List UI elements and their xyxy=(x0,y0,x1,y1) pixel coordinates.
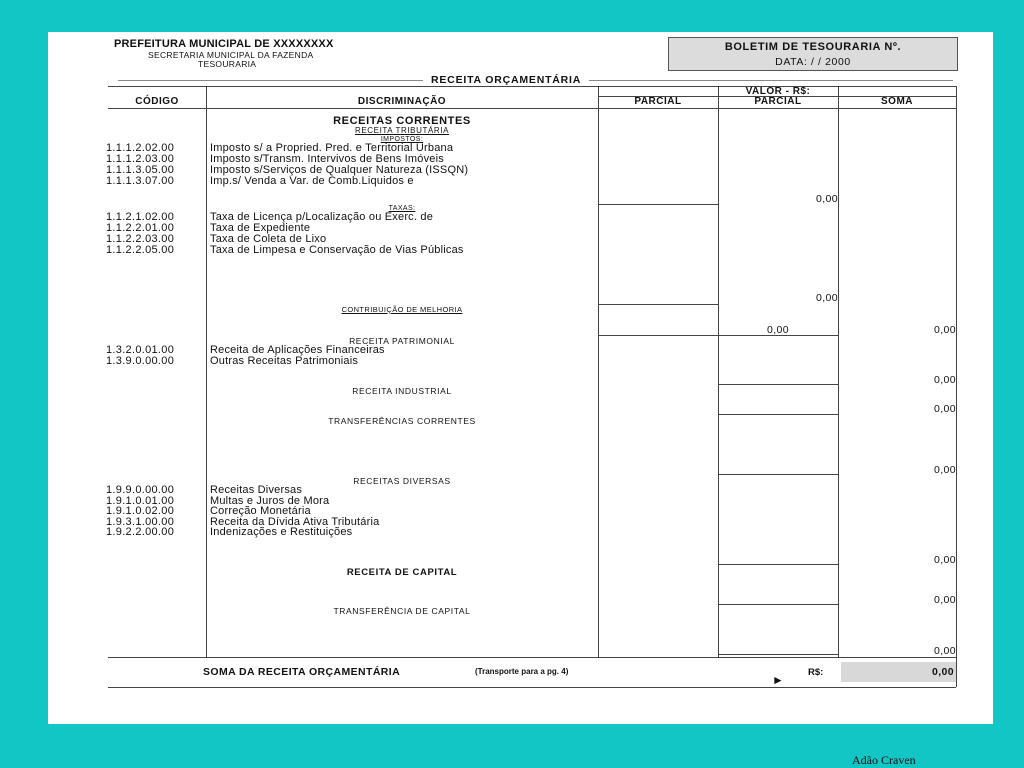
table-row-code: 1.1.1.2.02.00 xyxy=(106,142,175,154)
transf-capital-label: TRANSFERÊNCIA DE CAPITAL xyxy=(333,606,471,616)
contribuicao-parcial-value: 0,00 xyxy=(766,324,790,336)
table-row-desc: Taxa de Licença p/Localização ou Exerc. de xyxy=(210,211,434,223)
total-note: (Transporte para a pg. 4) xyxy=(475,667,569,676)
total-value: 0,00 xyxy=(931,666,954,678)
table-row-code: 1.1.2.1.02.00 xyxy=(106,211,175,223)
table-row-desc: Multas e Juros de Mora xyxy=(210,494,330,507)
document-page xyxy=(48,32,993,724)
table-row-desc: Taxa de Expediente xyxy=(210,222,311,234)
table-row-code: 1.3.2.0.01.00 xyxy=(106,344,175,356)
table-row-code: 1.1.2.2.01.00 xyxy=(106,222,175,234)
taxas-parcial-value: 0,00 xyxy=(815,292,838,304)
impostos-parcial-rule xyxy=(598,204,718,205)
boletim-date: DATA: / / 2000 xyxy=(775,56,851,68)
table-row-desc: Receita de Aplicações Financeiras xyxy=(210,344,385,356)
diversas-soma-value: 0,00 xyxy=(933,554,956,566)
contribuicao-label: CONTRIBUIÇÃO DE MELHORIA xyxy=(341,305,463,314)
author-credit: Adão Craven xyxy=(852,753,916,767)
correntes-soma-value: 0,00 xyxy=(933,324,956,336)
table-row-code: 1.9.1.0.02.00 xyxy=(106,505,175,517)
transf-capital-soma-value: 0,00 xyxy=(933,645,956,657)
patrimonial-label: RECEITA PATRIMONIAL xyxy=(349,336,455,346)
patrimonial-soma-value: 0,00 xyxy=(933,374,956,386)
dept-name: SECRETARIA MUNICIPAL DA FAZENDA xyxy=(148,50,314,60)
boletim-box xyxy=(668,37,958,71)
table-row-code: 1.1.2.2.05.00 xyxy=(106,244,175,256)
table-row-code: 1.1.1.3.05.00 xyxy=(106,164,175,176)
transf-correntes-label: TRANSFERÊNCIAS CORRENTES xyxy=(328,416,476,426)
table-row-code: 1.9.3.1.00.00 xyxy=(106,515,175,528)
transf-correntes-soma-value: 0,00 xyxy=(933,464,956,476)
impostos-label: IMPOSTOS: xyxy=(380,136,424,143)
table-row-code: 1.9.9.0.00.00 xyxy=(106,484,175,496)
impostos-descriptions xyxy=(210,143,468,187)
impostos-parcial-value: 0,00 xyxy=(815,193,838,205)
capital-label: RECEITA DE CAPITAL xyxy=(346,567,458,578)
receitas-correntes-label: RECEITAS CORRENTES xyxy=(333,115,471,127)
col-valor-header: VALOR - R$: xyxy=(745,86,811,97)
unit-name: TESOURARIA xyxy=(198,59,257,69)
table-row-desc: Imp.s/ Venda a Var. de Comb.Liquidos e xyxy=(210,175,414,187)
industrial-label: RECEITA INDUSTRIAL xyxy=(352,386,452,396)
section-title: RECEITA ORÇAMENTÁRIA xyxy=(423,74,589,86)
col-soma-header: SOMA xyxy=(881,96,913,107)
patrimonial-codes xyxy=(106,345,174,367)
table-row-code: 1.9.2.2.00.00 xyxy=(106,526,175,538)
header-bottom-border xyxy=(108,108,956,109)
table-row-desc: Imposto s/ a Propried. Pred. e Territorial Urbana xyxy=(210,142,454,154)
industrial-soma-value: 0,00 xyxy=(933,403,956,415)
diversas-codes xyxy=(106,485,174,538)
receita-tributaria-label: RECEITA TRIBUTÁRIA xyxy=(354,126,450,135)
taxas-codes xyxy=(106,212,174,256)
table-row-code: 1.1.1.2.03.00 xyxy=(106,153,175,165)
col-divider-parcial1 xyxy=(718,86,719,657)
diversas-rule xyxy=(718,564,838,565)
col-parcial1-header: PARCIAL xyxy=(634,96,682,107)
table-row-desc: Taxa de Limpesa e Conservação de Vias Públicas xyxy=(210,244,464,256)
capital-rule xyxy=(718,604,838,605)
table-row-code: 1.3.9.0.00.00 xyxy=(106,355,175,367)
diversas-label: RECEITAS DIVERSAS xyxy=(353,476,451,486)
transf-capital-rule xyxy=(718,654,838,655)
org-name: PREFEITURA MUNICIPAL DE XXXXXXXX xyxy=(114,38,334,50)
patrimonial-rule xyxy=(718,384,838,385)
transf-correntes-rule xyxy=(718,474,838,475)
table-row-code: 1.1.2.2.03.00 xyxy=(106,233,175,245)
table-row-desc: Taxa de Coleta de Lixo xyxy=(210,233,327,245)
col-discriminacao-header: DISCRIMINAÇÃO xyxy=(357,96,447,107)
table-row-desc: Receita da Dívida Ativa Tributária xyxy=(210,515,380,528)
arrow-right-icon: ► xyxy=(772,673,784,687)
taxas-descriptions xyxy=(210,212,464,256)
col-divider-parcial2 xyxy=(838,86,839,657)
patrimonial-descriptions xyxy=(210,345,385,367)
total-currency: R$: xyxy=(808,667,824,678)
col-codigo-header: CÓDIGO xyxy=(135,96,179,107)
total-bottom-border xyxy=(108,687,956,688)
table-row-desc: Correção Monetária xyxy=(210,505,311,517)
table-row-code: 1.9.1.0.01.00 xyxy=(106,494,175,507)
impostos-codes xyxy=(106,143,174,187)
diversas-descriptions xyxy=(210,485,379,538)
industrial-rule xyxy=(718,414,838,415)
table-row-desc: Receitas Diversas xyxy=(210,484,303,496)
table-row-code: 1.1.1.3.07.00 xyxy=(106,175,175,187)
taxas-parcial-rule xyxy=(598,304,718,305)
col-parcial2-header: PARCIAL xyxy=(754,96,802,107)
table-bottom-border xyxy=(108,657,956,658)
table-row-desc: Imposto s/Transm. Intervivos de Bens Imóveis xyxy=(210,153,444,165)
table-row-desc: Indenizações e Restituições xyxy=(210,526,353,538)
capital-soma-value: 0,00 xyxy=(933,594,956,606)
boletim-title: BOLETIM DE TESOURARIA Nº. xyxy=(724,41,902,53)
taxas-label: TAXAS: xyxy=(388,205,416,212)
table-row-desc: Outras Receitas Patrimoniais xyxy=(210,355,359,367)
col-divider-desc xyxy=(598,86,599,657)
col-divider-right xyxy=(956,86,957,687)
total-label: SOMA DA RECEITA ORÇAMENTÁRIA xyxy=(203,666,401,678)
table-row-desc: Imposto s/Serviços de Qualquer Natureza (ISSQN) xyxy=(210,164,469,176)
